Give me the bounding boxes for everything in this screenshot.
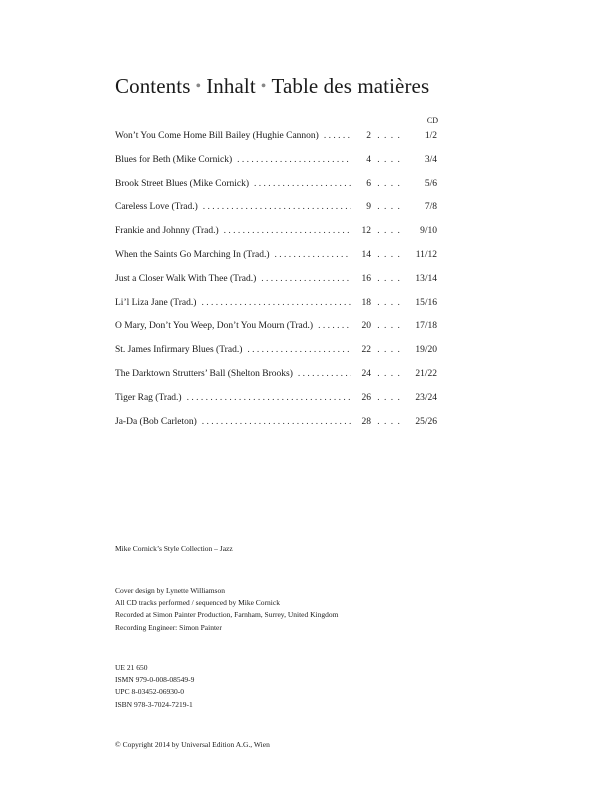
credit-line: Cover design by Lynette Williamson [115,586,225,595]
dot-leader: . . . . [377,202,401,213]
toc-entry [115,417,437,441]
dot-leader [232,155,351,165]
toc-entry [115,369,437,393]
toc-entry-cd-tracks: 11/12 [415,249,437,260]
toc-entry-title: Ja-Da (Bob Carleton) [115,416,197,427]
toc-entry-page: 16 [361,273,371,284]
dot-leader [219,226,351,236]
dot-leader [256,274,351,284]
toc-entry-title: Just a Closer Walk With Thee (Trad.) [115,273,257,284]
toc-entry [115,226,437,250]
dot-leader: . . . . [377,226,401,237]
catalog-code: ISMN 979-0-008-08549-9 [115,675,195,685]
toc-entry-title: O Mary, Don’t You Weep, Don’t You Mourn (Trad.) [115,321,314,332]
dot-leader: . . . . [377,154,401,165]
toc-entry [115,155,437,179]
toc-entry-page: 12 [361,226,371,237]
title-inhalt: Inhalt [206,74,256,98]
toc-entry-page: 22 [361,345,371,356]
toc-entry [115,298,437,322]
dot-leader [196,298,351,308]
toc-entry [115,179,437,203]
toc-entry-page: 20 [361,321,371,332]
toc-entry-cd-tracks: 5/6 [424,178,437,189]
toc-entry-title: When the Saints Go Marching In (Trad.) [115,249,270,260]
toc-entry-page: 4 [366,154,371,165]
toc-entry [115,393,437,417]
dot-leader: . . . . [377,345,401,356]
dot-leader: . . . . [377,368,401,379]
toc-entry-title: St. James Infirmary Blues (Trad.) [115,345,243,356]
copyright-notice: © Copyright 2014 by Universal Edition A.G., Wien [115,740,270,749]
toc-entry-title: Brook Street Blues (Mike Cornick) [115,178,250,189]
toc-entry-cd-tracks: 25/26 [415,416,437,427]
table-of-contents [115,131,437,440]
dot-leader [313,321,351,331]
toc-entry-title: Tiger Rag (Trad.) [115,392,182,403]
dot-leader [182,393,351,403]
dot-leader [198,202,351,212]
catalog-code: UPC 8-03452-06930-0 [115,687,184,697]
dot-leader: . . . . [377,297,401,308]
toc-entry-page: 26 [361,392,371,403]
dot-leader: . . . . [377,321,401,332]
catalog-code: ISBN 978-3-7024-7219-1 [115,699,193,709]
toc-entry-cd-tracks: 13/14 [415,273,437,284]
toc-entry-title: Won’t You Come Home Bill Bailey (Hughie Cannon) [115,131,319,141]
title-separator: • [195,78,202,95]
toc-entry-cd-tracks: 21/22 [415,368,437,379]
toc-entry-title: Li’l Liza Jane (Trad.) [115,297,197,308]
dot-leader [242,345,351,355]
credit-line: Recorded at Simon Painter Production, Farnham, Surrey, United Kingdom [115,610,339,620]
toc-entry-cd-tracks: 3/4 [424,154,437,165]
toc-entry-cd-tracks: 1/2 [424,131,437,141]
toc-entry-page: 9 [366,202,371,213]
toc-entry-page: 2 [366,131,371,141]
toc-entry-cd-tracks: 19/20 [415,345,437,356]
toc-entry-cd-tracks: 15/16 [415,297,437,308]
dot-leader [197,417,351,427]
toc-entry [115,250,437,274]
dot-leader [293,369,351,379]
dot-leader: . . . . [377,273,401,284]
dot-leader [249,179,351,189]
title-table-des-matieres: Table des matières [271,74,430,98]
toc-entry [115,274,437,298]
series-title: Mike Cornick’s Style Collection – Jazz [115,544,233,553]
toc-entry-cd-tracks: 9/10 [420,226,437,237]
dot-leader: . . . . [377,416,401,427]
toc-entry [115,345,437,369]
toc-entry-cd-tracks: 23/24 [415,392,437,403]
title-contents: Contents [115,74,191,98]
dot-leader [319,131,351,141]
toc-entry-cd-tracks: 7/8 [424,202,437,213]
title-separator: • [260,78,267,95]
toc-entry [115,131,437,155]
cd-column-header: CD [426,116,438,125]
page-title [115,74,429,99]
toc-entry-cd-tracks: 17/18 [415,321,437,332]
dot-leader: . . . . [377,392,401,403]
toc-entry-title: The Darktown Strutters’ Ball (Shelton Brooks) [115,368,293,379]
toc-entry-title: Blues for Beth (Mike Cornick) [115,154,233,165]
dot-leader [270,250,351,260]
dot-leader: . . . . [377,178,401,189]
toc-entry-page: 18 [361,297,371,308]
toc-entry-page: 14 [361,249,371,260]
toc-entry-page: 28 [361,416,371,427]
toc-entry [115,202,437,226]
credits-block [115,585,338,634]
toc-entry-title: Frankie and Johnny (Trad.) [115,226,219,237]
credit-line: Recording Engineer: Simon Painter [115,622,222,632]
credit-line: All CD tracks performed / sequenced by Mike Cornick [115,598,280,608]
toc-entry [115,321,437,345]
toc-entry-page: 6 [366,178,371,189]
toc-entry-title: Careless Love (Trad.) [115,202,198,213]
dot-leader: . . . . [377,131,401,141]
catalog-codes-block [115,662,194,711]
dot-leader: . . . . [377,249,401,260]
toc-entry-page: 24 [361,368,371,379]
catalog-code: UE 21 650 [115,663,148,672]
